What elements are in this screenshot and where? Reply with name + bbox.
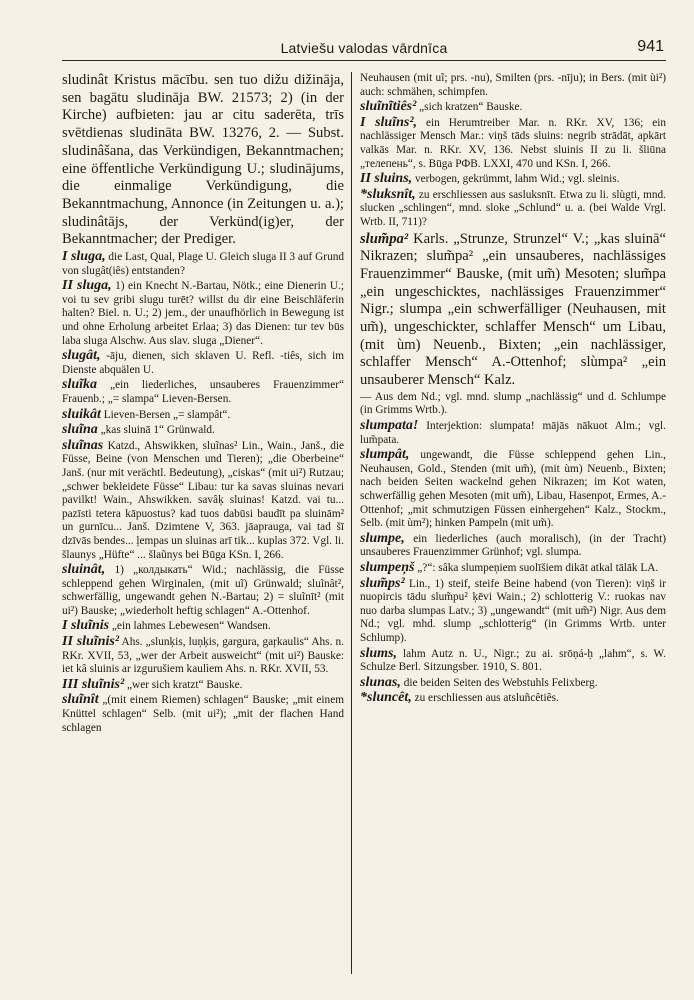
entry-headword: *sluksnît, <box>360 186 416 202</box>
dictionary-entry <box>360 561 666 576</box>
entry-body: „kas sluinā 1“ Grünwald. <box>100 424 215 437</box>
dictionary-entry <box>62 635 344 677</box>
dictionary-entry <box>62 439 344 562</box>
dictionary-entry <box>62 619 344 634</box>
entry-body: ein Herumtreiber Mar. n. RKr. XV, 136; ein nachlässiger Mensch Mar.: viņš tāds sluins: negrib strādāt, apkārt valkās Mar. n. RKr. XV, 136. Nebst sluinis II zu li. šliūna „телепень“, s. Būga РФВ. LXXI, 470 und KSn. I, 266. <box>360 116 666 170</box>
entry-body: „?“: sâka slumpeņiem suolīšiem dikāt atkal tālāk LA. <box>417 561 659 574</box>
page-number: 941 <box>637 38 664 55</box>
dictionary-entry <box>360 577 666 646</box>
entry-body: Katzd., Ahswikken, sluĩnas² Lin., Wain., Janš., die Füsse, Beine (von Menschen und Tieren); „die Oberbeine“ Janš. (nur mit verächtl. Bedeutung), „ciskas“ (mit ui²) Rutzau; „schwer bekleidete Füsse“ Libau: tur ka savas sluinas nevari pavilkt! Wain., Ahswikken. savâķ sluinas! Katzd. vai tu... pazīsti tetera kāpuostus? kad tuos dabūsi baudīt pa sluinām² un gurnīcu... Janš. Dzimtene V, 363. jāaprauga, vai tad šī dzīvās bendes... ļempas un sluinas arī tik... kuplas 372. Vgl. li. šlaunys „Hüfte“ ... šlaũnys bei Būga KSn. I, 266. <box>62 439 344 561</box>
entry-headword: III sluĩnis² <box>62 676 125 692</box>
running-title: Latviešu valodas vārdnīca <box>280 40 448 56</box>
dictionary-entry <box>62 72 344 249</box>
entry-body: ungewandt, die Füsse schleppend gehen Lin., Neuhausen, Gold., Stenden (mit um̃), (mit ùm) Neuenb., Bixten; nach beiden Seiten wackelnd gehen Nikrazen; im Kot waten, schwerfällig gehen Mesoten (mit um̃), Libau, Hasenpot, Ermes, A.-Ottenhof; „mit schmutzigen Füssen einhergehen“ Kalz., Stockm., Selb. (mit ùm²); hinken Pampeln (mit um̃). <box>360 449 666 530</box>
entry-headword: sluĩnît <box>62 692 99 708</box>
entry-body: „wer sich kratzt“ Bauske. <box>127 678 243 691</box>
entry-headword: II sluĩnis² <box>62 634 120 650</box>
left-column <box>62 72 344 980</box>
entry-headword: slunas, <box>360 674 401 690</box>
entry-body: „sich kratzen“ Bauske. <box>419 101 523 114</box>
entry-headword: slums, <box>360 645 397 661</box>
entry-headword: slugât, <box>62 348 101 364</box>
entry-headword: II sluins, <box>360 171 413 187</box>
entry-headword: slumpe, <box>360 530 405 546</box>
entry-body: die Last, Qual, Plage U. Gleich sluga II 3 auf Grund von slugât(iês) entstanden? <box>62 251 344 277</box>
entry-headword: slum̃pa² <box>360 230 409 247</box>
dictionary-entry <box>360 691 666 706</box>
dictionary-entry <box>360 72 666 99</box>
entry-headword: I sluga, <box>62 249 106 265</box>
dictionary-entry <box>360 532 666 560</box>
entry-headword: sluĩnas <box>62 437 104 453</box>
entry-headword: I sluĩns², <box>360 114 418 130</box>
dictionary-entry <box>62 408 344 423</box>
entry-body: Lieven-Bersen „= slampât“. <box>103 408 231 421</box>
dictionary-entry <box>360 448 666 531</box>
entry-headword: sluĩnĩtiês² <box>360 99 417 115</box>
entry-body: Ahs. „slunķis, luņķis, gargura, gaŗkaulis“ Ahs. n. RKr. XVII, 53, „wer der Arbeit ausweicht“ (mit ui²) Bauske: iet kâ sluinis ar izgurušiem kaulìem Ahs. n. RKr. XVII, 53. <box>62 636 344 676</box>
column-divider <box>351 72 352 974</box>
entry-body: Karls. „Strunze, Strunzel“ V.; „kas sluinā“ Nikrazen; slum̃pa² „ein unsauberes, nachlässiges Frauenzimmer“ Bauske, (mit um̃) Mesoten; slum̃pa „ein ungeschicktes, nachlässiges Frauenzimmer“ Nigr.; slumpa „ein schwerfälliger (Neuhausen, mit um̃), ungeschickter, schlaffer Mensch“ um Libau, (mit ùm) Neuenb., Bixten; „ein nachlässiger, schlaffer Mensch“ A.-Ottenhof; slùmpa² „ein unsauberer Mensch“ Kalz. <box>360 230 666 389</box>
dictionary-entry <box>360 116 666 171</box>
entry-headword: slumpeņš <box>360 559 415 575</box>
entry-body: zu erschliessen aus sasluksnīt. Etwa zu li. slùgti, mnd. slucken „schlingen“, mnd. sloke „Schlund“ u. a. (bei Walde Vrgl. Wrtb. II, 711)? <box>360 188 666 228</box>
entry-body: sludinât Kristus mācību. sen tuo dižu dižināja, sen bagātu sludināja BW. 21573; 2) (in der Kirche) aufbieten: jau ar citu saderēta, trīs svētdienas sludināta BW. 13276, 2. — Subst. sludinâšana, das Verkündigen, Bekanntmachen; eine öffentliche Verkündigung U.; sludinājums, die einmalige Verkündigung, die Bekanntmachung, Annonce (in Zeitungen u. a.); sludinâtājs, der Verkünd(ig)er, der Bekanntmacher; der Prediger. <box>62 72 344 248</box>
entry-body: Lin., 1) steif, steife Beine habend (von Tieren): viņš ir nuopircis tādu slum̃pu² ķēvi Wain.; 2) schlotterig V.: ruokas nav nuo darba slumpas Latv.; 3) „ungewandt“ (mit um̃²) Nigr. Aus dem Nd.; vgl. mhd. slump „schlotterig“ (in Grimms Wrtb. unter Schlump). <box>360 577 666 644</box>
entry-headword: slum̃ps² <box>360 575 405 591</box>
dictionary-entry <box>360 100 666 115</box>
entry-headword: slumpât, <box>360 447 410 463</box>
entry-headword: sluĩka <box>62 377 98 393</box>
entry-body: „(mit einem Riemen) schlagen“ Bauske; „mit einem Knüttel schlagen“ Selb. (mit ui²); „mit der flachen Hand schlagen <box>62 694 344 734</box>
entry-body: „ein liederliches, unsauberes Frauenzimmer“ Frauenb.; „= slampa“ Lieven-Bersen. <box>62 379 344 405</box>
entry-body: Interjektion: slumpata! mājās nākuot Alm.; vgl. lum̃pata. <box>360 420 666 446</box>
entry-body: lahm Autz n. U., Nigr.; zu ai. srōṇá-ḥ „lahm“, s. W. Schulze Berl. Sitzungsber. 1910, S. 801. <box>360 647 666 674</box>
entry-body: die beiden Seiten des Webstuhls Felixberg. <box>403 676 598 689</box>
entry-headword: *sluncêt, <box>360 690 412 706</box>
entry-body: 1) „колдыкать“ Wid.; nachlässig, die Füsse schleppend gehen Wirginalen, (mit uĩ) Grünwald; sluĩnât², schwerfällig, ungewandt gehen N.-Bartau; 2) = sluĩnīt² (mit ui²) Bauske; „wiederholt heftig schlagen“ A.-Ottenhof. <box>62 564 344 617</box>
dictionary-entry <box>62 279 344 348</box>
entry-body: 1) ein Knecht N.-Bartau, Nötk.; eine Dienerin U.; voi tu sev gribi slugu turēt? willst du dir eine Beischläferin halten? Biel. n. U.; 2) jem., der unaufhörlich in Bewegung ist und ohne Erholung arbeitet Erlaa; 3) das Dienen: tur tev būs laba sluga Alschw. Aus slav. sluga „Diener“. <box>62 280 344 347</box>
entry-body: — Aus dem Nd.; vgl. mnd. slump „nachlässig“ und d. Schlumpe (in Grimms Wrtb.). <box>360 390 666 417</box>
entry-headword: sluinât, <box>62 562 106 578</box>
dictionary-entry <box>360 172 666 187</box>
dictionary-entry <box>360 391 666 418</box>
dictionary-entry <box>62 423 344 438</box>
dictionary-entry <box>62 349 344 377</box>
dictionary-entry <box>62 250 344 278</box>
entry-headword: sluĩna <box>62 422 98 438</box>
entry-headword: sluikât <box>62 406 101 422</box>
entry-body: verbogen, gekrümmt, lahm Wid.; vgl. sleinis. <box>414 173 620 186</box>
dictionary-entry <box>360 231 666 390</box>
entry-headword: II sluga, <box>62 278 112 294</box>
dictionary-entry <box>360 188 666 230</box>
dictionary-entry <box>360 419 666 447</box>
entry-body: ein liederliches (auch moralisch), (in der Tracht) unsauberes Frauenzimmer Grünhof; vgl. slumpa. <box>360 532 666 559</box>
dictionary-entry <box>62 693 344 735</box>
dictionary-entry <box>360 676 666 691</box>
entry-body: Neuhausen (mit uĩ; prs. -nu), Smilten (prs. -nīju); in Bers. (mit ùi²) auch: schmähen, schimpfen. <box>360 72 666 98</box>
entry-headword: slumpata! <box>360 418 419 434</box>
entry-headword: I sluĩnis <box>62 618 110 634</box>
entry-body: zu erschliessen aus atsluñcêtiês. <box>414 692 559 705</box>
dictionary-entry <box>360 647 666 675</box>
right-column <box>360 72 666 980</box>
page-header <box>62 36 666 61</box>
dictionary-entry <box>62 678 344 693</box>
dictionary-entry <box>62 378 344 406</box>
dictionary-entry <box>62 563 344 618</box>
entry-body: „ein lahmes Lebewesen“ Wandsen. <box>111 620 271 633</box>
entry-body: -āju, dienen, sich sklaven U. Refl. -tiês, sich im Dienste abquälen U. <box>62 350 344 376</box>
